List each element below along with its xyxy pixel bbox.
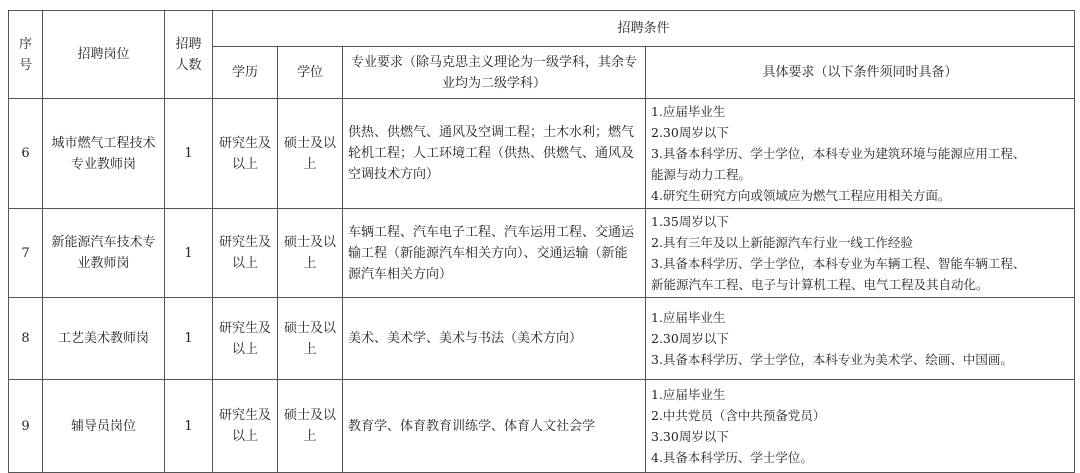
requirement-line: 3.具备本科学历、学士学位，本科专业为美术学、绘画、中国画。 [651, 352, 1013, 367]
row-requirements [646, 380, 1075, 473]
row-count: 1 [165, 298, 213, 380]
header-specific: 具体要求（以下条件须同时具备） [646, 47, 1075, 99]
requirement-line: 2.中共党员（含中共预备党员） [651, 408, 826, 423]
header-degree: 学位 [278, 47, 343, 99]
row-requirements [646, 298, 1075, 380]
requirement-line: 4.研究生研究方向或领域应为燃气工程应用相关方面。 [651, 188, 951, 203]
requirement-line: 1.35周岁以下 [651, 214, 729, 229]
requirement-line: 3.具备本科学历、学士学位，本科专业为车辆工程、智能车辆工程、 [651, 256, 1026, 271]
requirement-line: 能源与动力工程。 [651, 167, 752, 182]
requirement-line: 2.具有三年及以上新能源汽车行业一线工作经验 [651, 235, 913, 250]
requirement-line: 2.30周岁以下 [651, 331, 729, 346]
row-requirements [646, 99, 1075, 209]
row-position: 辅导员岗位 [43, 380, 165, 473]
row-major: 车辆工程、汽车电子工程、汽车运用工程、交通运输工程（新能源汽车相关方向）、交通运输（新能源汽车相关方向） [343, 209, 646, 298]
recruitment-table [8, 10, 1075, 473]
row-count: 1 [165, 99, 213, 209]
row-count: 1 [165, 380, 213, 473]
header-count: 招聘人数 [165, 11, 213, 99]
requirement-line: 1.应届毕业生 [651, 104, 726, 119]
row-degree: 硕士及以上 [278, 99, 343, 209]
requirement-line: 1.应届毕业生 [651, 310, 726, 325]
row-major: 美术、美术学、美术与书法（美术方向） [343, 298, 646, 380]
row-count: 1 [165, 209, 213, 298]
row-education: 研究生及以上 [213, 99, 278, 209]
row-education: 研究生及以上 [213, 380, 278, 473]
table-row [9, 99, 1075, 209]
row-seq: 8 [9, 298, 43, 380]
row-seq: 7 [9, 209, 43, 298]
row-position: 工艺美术教师岗 [43, 298, 165, 380]
requirement-line: 新能源汽车工程、电子与计算机工程、电气工程及其自动化。 [651, 277, 989, 292]
row-major: 教育学、体育教育训练学、体育人文社会学 [343, 380, 646, 473]
requirement-line: 1.应届毕业生 [651, 387, 726, 402]
row-requirements [646, 209, 1075, 298]
header-conditions: 招聘条件 [213, 11, 1075, 47]
row-major: 供热、供燃气、通风及空调工程；土木水利；燃气轮机工程；人工环境工程（供热、供燃气、通风及空调技术方向） [343, 99, 646, 209]
requirement-line: 4.具备本科学历、学士学位。 [651, 450, 813, 465]
row-seq: 6 [9, 99, 43, 209]
table-row [9, 209, 1075, 298]
row-degree: 硕士及以上 [278, 380, 343, 473]
row-degree: 硕士及以上 [278, 298, 343, 380]
table-row [9, 380, 1075, 473]
row-position: 新能源汽车技术专业教师岗 [43, 209, 165, 298]
row-seq: 9 [9, 380, 43, 473]
row-education: 研究生及以上 [213, 209, 278, 298]
header-major: 专业要求（除马克思主义理论为一级学科，其余专业均为二级学科） [343, 47, 646, 99]
requirement-line: 3.30周岁以下 [651, 429, 729, 444]
table-row [9, 298, 1075, 380]
requirement-line: 3.具备本科学历、学士学位，本科专业为建筑环境与能源应用工程、 [651, 146, 1026, 161]
row-education: 研究生及以上 [213, 298, 278, 380]
header-education: 学历 [213, 47, 278, 99]
header-row-top [9, 11, 1075, 47]
header-position: 招聘岗位 [43, 11, 165, 99]
header-seq: 序号 [9, 11, 43, 99]
row-degree: 硕士及以上 [278, 209, 343, 298]
row-position: 城市燃气工程技术专业教师岗 [43, 99, 165, 209]
requirement-line: 2.30周岁以下 [651, 125, 729, 140]
recruitment-table-wrapper [8, 10, 1075, 473]
